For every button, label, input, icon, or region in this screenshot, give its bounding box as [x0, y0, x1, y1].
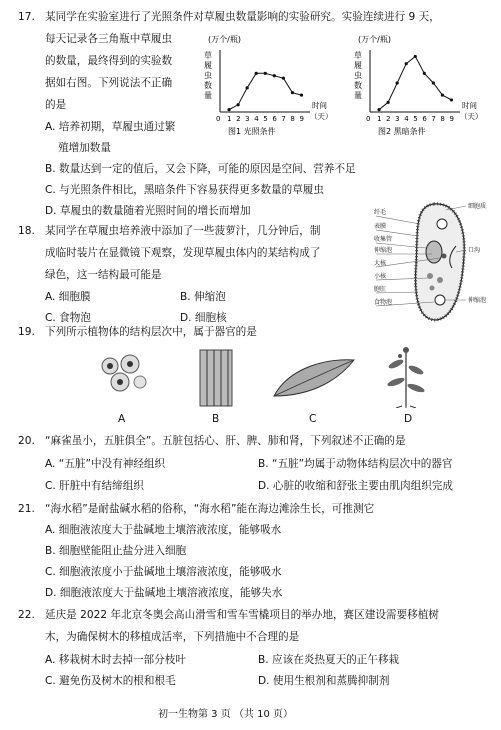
q20-option-d[interactable]: D. 心脏的收缩和舒张主要由肌肉组织完成: [258, 480, 453, 492]
label-micronucleus: 小核: [374, 273, 387, 280]
q17-stem-line5: 的是: [45, 99, 67, 111]
q19-label-a[interactable]: A: [118, 413, 126, 425]
label-oral-groove: 口沟: [468, 247, 481, 254]
q22-stem-line2: 木，为确保树木的移植成活率，下列措施中不合理的是: [45, 631, 300, 643]
c1-point-9: [300, 93, 303, 96]
q19-label-b[interactable]: B: [212, 413, 220, 425]
chart-dark: [348, 30, 498, 138]
c2-tick-4: 4: [404, 115, 409, 123]
q17-option-a-cont: 殖增加数量: [58, 142, 111, 154]
label-contractile-vacuole: 伸缩泡: [374, 247, 393, 254]
chart2-series-line: [379, 56, 451, 109]
c2-ylabel-char-4: 数: [354, 81, 362, 90]
figure-a-cells: [96, 352, 150, 396]
q17-option-c[interactable]: C. 与光照条件相比，黑暗条件下容易获得更多数量的草履虫: [45, 184, 324, 196]
c1-tick-4: 4: [254, 115, 259, 123]
c1-ylabel-char-2: 履: [204, 61, 212, 70]
chart1-caption: 图1 光照条件: [228, 127, 276, 136]
q21-stem: “海水稻”是耐盐碱水稻的俗称，“海水稻”能在海边滩涂生长，可推测它: [45, 503, 375, 515]
label-macronucleus: 大核: [374, 260, 387, 267]
c2-tick-8: 8: [440, 115, 445, 123]
label-cilia: 纤毛: [374, 209, 387, 216]
c1-tick-1: 1: [227, 115, 232, 123]
q22-number: 22.: [18, 609, 35, 621]
c2-point-4: [405, 62, 408, 65]
c1-point-2: [237, 103, 240, 106]
c1-point-4: [255, 72, 258, 75]
q17-stem-line1: 某同学在实验室进行了光照条件对草履虫数量影响的实验研究。实验连续进行 9 天，: [45, 11, 440, 23]
q21-option-d[interactable]: D. 细胞液浓度大于盐碱地土壤溶液浓度，能够失水: [45, 587, 283, 599]
label-anal-pore: 胞肛: [374, 286, 387, 293]
q21-option-b[interactable]: B. 细胞壁能阻止盐分进入细胞: [45, 545, 187, 557]
q18-option-a[interactable]: A. 细胞膜: [45, 291, 91, 303]
q20-number: 20.: [18, 435, 35, 447]
page-footer: 初一生物第 3 页 （共 10 页）: [158, 709, 293, 720]
q18-stem-line2: 成临时装片在显微镜下观察，发现草履虫体内的某结构成了: [45, 247, 321, 259]
c1-tick-6: 6: [272, 115, 277, 123]
q17-stem-line2: 每天记录各三角瓶中草履虫: [45, 33, 173, 45]
q20-option-c[interactable]: C. 肝脏中有结缔组织: [45, 480, 144, 492]
q22-option-c[interactable]: C. 避免伤及树木的根和根毛: [45, 675, 176, 687]
q17-stem-line3: 的数量，最终得到的实验数: [45, 55, 173, 67]
figure-c-leaf: [270, 356, 356, 400]
c2-point-5: [414, 55, 417, 58]
c2-tick-1: 1: [377, 115, 382, 123]
chart1-unit: (万个/瓶): [208, 35, 241, 44]
q18-number: 18.: [18, 225, 35, 237]
chart-light: [198, 30, 338, 138]
q18-stem-line1: 某同学在草履虫培养液中添加了一些菠萝汁，几分钟后，制: [45, 225, 321, 237]
q22-option-a[interactable]: A. 移栽树木时去掉一部分枝叶: [45, 654, 186, 666]
label-pellicle: 表膜: [374, 223, 387, 230]
c1-tick-8: 8: [290, 115, 295, 123]
c1-ylabel-char-4: 数: [204, 81, 212, 90]
food-vacuole-3: [430, 286, 435, 291]
q21-number: 21.: [18, 503, 35, 515]
c2-point-1: [377, 108, 380, 111]
c2-tick-3: 3: [395, 115, 400, 123]
chart1-xlabel-2: （天）: [310, 112, 333, 121]
q20-option-b[interactable]: B. “五脏”均属于动物体结构层次中的器官: [258, 458, 453, 470]
label-food-vacuole: 食物泡: [374, 299, 393, 306]
c1-ylabel-char-5: 量: [204, 91, 212, 100]
chart2-origin: 0: [366, 115, 371, 123]
c2-tick-7: 7: [431, 115, 436, 123]
c2-tick-5: 5: [413, 115, 418, 123]
c2-point-3: [396, 81, 399, 84]
q22-option-d[interactable]: D. 使用生根剂和蒸腾抑制剂: [258, 675, 390, 687]
q18-option-d[interactable]: D. 细胞核: [180, 312, 227, 324]
chart2-unit: (万个/瓶): [358, 35, 391, 44]
c1-tick-5: 5: [263, 115, 268, 123]
q22-option-b[interactable]: B. 应该在炎热夏天的正午移栽: [258, 654, 400, 666]
c2-point-7: [432, 81, 435, 84]
chart2-xlabel-2: （天）: [460, 112, 483, 121]
q17-number: 17.: [18, 11, 35, 23]
c1-tick-7: 7: [281, 115, 286, 123]
q19-stem: 下列所示植物体的结构层次中，属于器官的是: [45, 326, 257, 338]
c1-tick-2: 2: [236, 115, 241, 123]
q20-option-a[interactable]: A. “五脏”中没有神经组织: [45, 458, 166, 470]
c2-point-6: [423, 72, 426, 75]
c2-point-8: [441, 93, 444, 96]
q17-option-b[interactable]: B. 数量达到一定的值后，又会下降，可能的原因是空间、营养不足: [45, 163, 356, 175]
q21-option-a[interactable]: A. 细胞液浓度大于盐碱地土壤溶液浓度，能够吸水: [45, 524, 282, 536]
q18-stem-line3: 绿色，这一结构最可能是: [45, 269, 162, 281]
food-vacuole-2: [437, 277, 443, 283]
figure-b-tissue: [198, 348, 234, 408]
q21-option-c[interactable]: C. 细胞液浓度小于盐碱地土壤溶液浓度，能够吸水: [45, 566, 282, 578]
q17-option-a[interactable]: A. 培养初期，草履虫通过繁: [45, 121, 176, 133]
label-collecting-canal: 收集管: [374, 236, 393, 243]
c1-point-1: [227, 108, 230, 111]
c2-ylabel-char-2: 履: [354, 61, 362, 70]
q18-option-b[interactable]: B. 伸缩泡: [180, 291, 226, 303]
c1-point-3: [246, 86, 249, 89]
c2-tick-2: 2: [386, 115, 391, 123]
q17-option-d[interactable]: D. 草履虫的数量随着光照时间的增长而增加: [45, 205, 251, 217]
c1-ylabel-char-3: 虫: [204, 71, 212, 80]
chart2-ylabel: [354, 50, 362, 100]
c2-ylabel-char-3: 虫: [354, 71, 362, 80]
c2-tick-6: 6: [422, 115, 427, 123]
q19-number: 19.: [18, 326, 35, 338]
micronucleus: [442, 254, 447, 259]
c2-tick-9: 9: [449, 115, 454, 123]
c2-point-9: [450, 98, 453, 101]
q18-option-c[interactable]: C. 食物泡: [45, 312, 91, 324]
c1-tick-3: 3: [245, 115, 250, 123]
chart1-series-line: [229, 73, 301, 109]
q17-stem-line4: 据如右图。下列说法不正确: [45, 77, 173, 89]
paramecium-diagram: [374, 196, 498, 326]
c2-ylabel-char-1: 草: [354, 51, 362, 60]
chart2-xlabel-1: 时间: [462, 101, 477, 110]
c2-ylabel-char-5: 量: [354, 91, 362, 100]
chart2-caption: 图2 黑暗条件: [378, 127, 426, 136]
c2-point-2: [387, 101, 390, 104]
chart1-xlabel-1: 时间: [312, 101, 327, 110]
label-contractile-vacuole-2: 伸缩泡: [468, 297, 487, 304]
q19-label-c[interactable]: C: [309, 413, 317, 425]
c1-point-7: [282, 77, 285, 80]
q22-stem-line1: 延庆是 2022 年北京冬奥会高山滑雪和雪车雪橇项目的举办地，赛区建设需要移植树: [45, 609, 439, 621]
label-cytoplasm: 细胞质: [468, 203, 487, 210]
q20-stem: “麻雀虽小，五脏俱全”。五脏包括心、肝、脾、肺和肾，下列叙述不正确的是: [45, 435, 406, 447]
c1-ylabel-char-1: 草: [204, 51, 212, 60]
figure-d-plant: [382, 344, 430, 408]
c1-point-8: [291, 91, 294, 94]
contractile-vacuole-top: [437, 219, 447, 229]
c1-point-5: [264, 72, 267, 75]
c1-tick-9: 9: [299, 115, 304, 123]
chart1-ylabel: [204, 50, 212, 100]
q19-label-d[interactable]: D: [404, 413, 413, 425]
contractile-vacuole-bottom: [435, 295, 445, 305]
c1-point-6: [273, 74, 276, 77]
chart1-origin: 0: [216, 115, 221, 123]
